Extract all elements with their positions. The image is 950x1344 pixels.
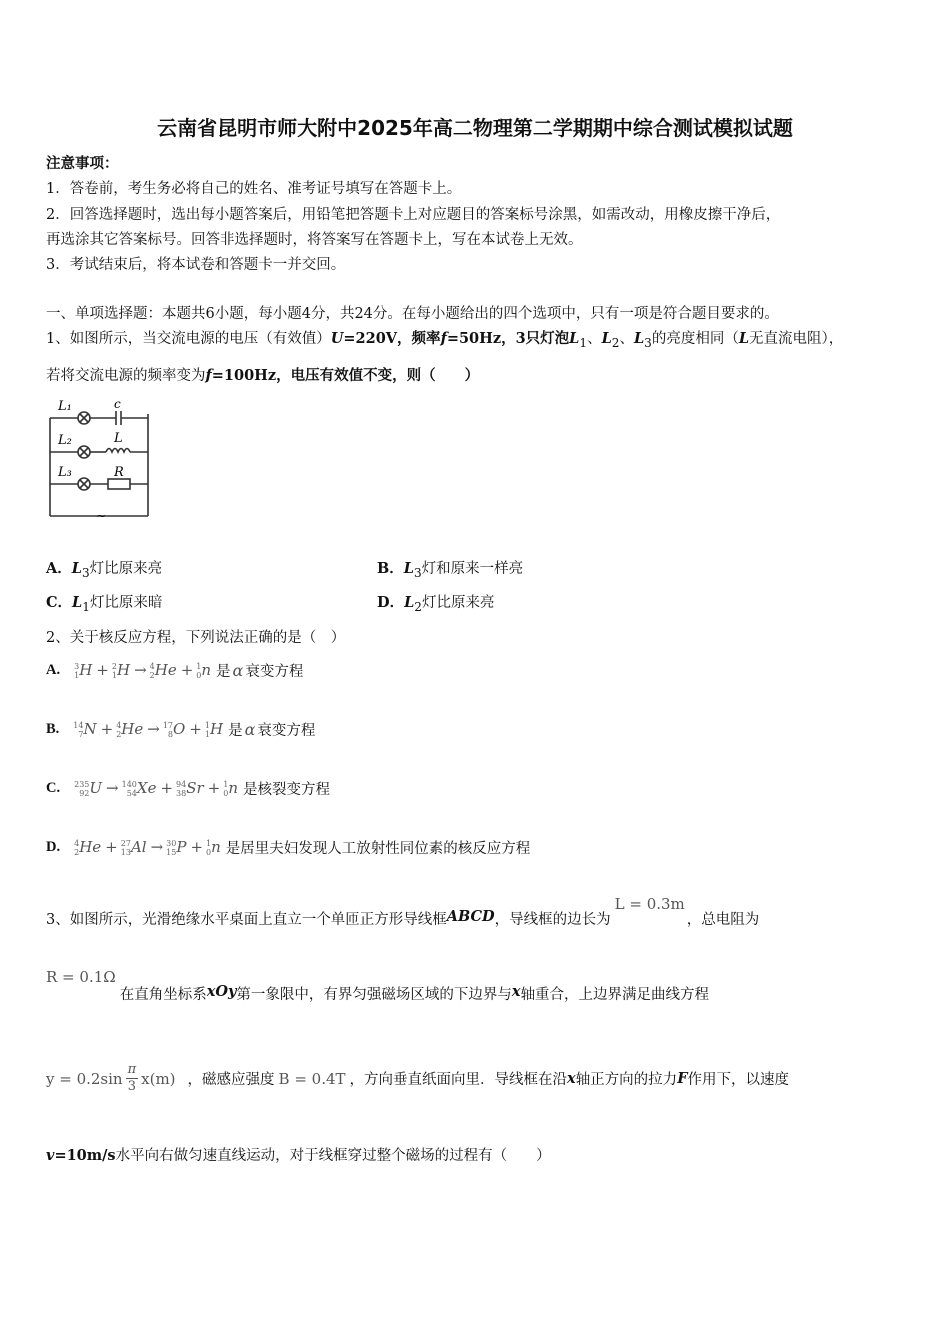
q1-symbol-l: L — [738, 330, 750, 347]
q2-option-c[interactable] — [46, 778, 330, 799]
q3-text: 作用下，以速度 — [687, 1072, 789, 1088]
q3-curve-equation: y = 0.2sin π 3 x(m) — [46, 1062, 176, 1094]
q1-sub: 2 — [611, 335, 620, 350]
q1-stem-line1 — [46, 327, 843, 350]
notice-heading: 注意事项： — [46, 155, 119, 172]
option-symbol: L — [71, 560, 82, 577]
circuit-label-r: R — [114, 465, 124, 480]
option-text: 是居里夫妇发现人工放射性同位素的核反应方程 — [225, 841, 531, 857]
q1-symbol-f: f — [205, 367, 212, 384]
q1-sub: 1 — [579, 335, 588, 350]
option-text: 是 — [216, 664, 231, 680]
q3-symbol-v: v — [46, 1147, 55, 1164]
q3-stem-line4 — [46, 1144, 551, 1165]
option-text: 衰变方程 — [245, 664, 304, 680]
equation-c: 235 92 U → 140 54 Xe + 94 38 Sr + 1 0 n — [74, 779, 239, 798]
option-label: A. — [46, 662, 61, 678]
q2-option-d[interactable] — [46, 837, 530, 858]
q3-symbol-xoy: xOy — [206, 983, 237, 1000]
q1-text: 、 — [619, 331, 634, 347]
equation-a: 3 1 H + 2 1 H → 4 2 He + 1 0 n — [74, 661, 212, 680]
q3-text: 水平向右做匀速直线运动，对于线框穿过整个磁场的过程有（ ） — [115, 1148, 551, 1164]
q1-option-b[interactable] — [377, 557, 523, 580]
option-text: 灯和原来一样亮 — [421, 561, 524, 577]
option-label: A． — [46, 560, 72, 577]
option-text: 灯比原来亮 — [421, 595, 495, 611]
q1-text: 无直流电阻）， — [749, 331, 844, 347]
q3-text: 轴正方向的拉力 — [575, 1072, 678, 1088]
option-label: B. — [46, 721, 60, 737]
q3-field-strength: B = 0.4T — [278, 1069, 346, 1088]
q1-symbol-l: L — [633, 330, 645, 347]
q3-stem-line2 — [46, 968, 709, 1004]
q1-text: =100Hz，电压有效值不变，则（ ） — [211, 367, 480, 384]
q1-option-a[interactable] — [46, 557, 162, 580]
option-symbol: L — [403, 560, 414, 577]
q1-text: 、 — [587, 331, 602, 347]
option-text: 是核裂变方程 — [243, 782, 331, 798]
q3-symbol-x: x — [567, 1070, 576, 1087]
q1-text: 1、如图所示，当交流电源的电压（有效值） — [46, 331, 331, 347]
option-label: D． — [377, 594, 405, 611]
circuit-label-l3: L₃ — [58, 465, 72, 480]
q1-text: =220V，频率 — [343, 330, 441, 347]
q1-text: 若将交流电源的频率变为 — [46, 368, 206, 384]
q3-symbol-x: x — [511, 983, 521, 1000]
page-title: 云南省昆明市师大附中2025年高二物理第二学期期中综合测试模拟试题 — [157, 116, 793, 140]
option-text: 灯比原来暗 — [89, 595, 163, 611]
circuit-ac-source: ~ — [96, 509, 107, 520]
q1-stem-line2 — [46, 364, 479, 385]
circuit-label-l1: L₁ — [58, 399, 72, 414]
alpha-symbol: α — [232, 661, 244, 680]
q1-symbol-f: f — [440, 330, 447, 347]
q1-circuit-diagram — [44, 396, 154, 520]
option-text: 是 — [228, 723, 243, 739]
q3-text: ，总电阻为 — [686, 912, 760, 928]
option-label: C． — [46, 594, 73, 611]
q2-option-b[interactable] — [46, 719, 315, 740]
q3-symbol-f: F — [677, 1070, 688, 1087]
q1-option-d[interactable] — [377, 591, 494, 614]
q1-sub: 3 — [644, 335, 652, 350]
q3-resistance: R = 0.1Ω — [46, 968, 116, 986]
q3-stem-line3 — [46, 1062, 789, 1095]
option-text: 衰变方程 — [257, 723, 316, 739]
option-sub: 2 — [414, 599, 422, 614]
q1-text: =50Hz，3只灯泡 — [446, 330, 570, 347]
notice-item-3: 3．考试结束后，将本试卷和答题卡一并交回。 — [46, 257, 346, 273]
option-text: 灯比原来亮 — [89, 561, 163, 577]
option-sub: 3 — [413, 565, 422, 580]
q1-symbol-u: U — [330, 330, 344, 347]
option-sub: 3 — [81, 565, 90, 580]
circuit-label-inductor: L — [114, 431, 123, 446]
notice-item-1: 1．答卷前，考生务必将自己的姓名、准考证号填写在答题卡上。 — [46, 181, 462, 197]
section-1-heading: 一、单项选择题：本题共6小题，每小题4分，共24分。在每小题给出的四个选项中，只有一项是符合题目要求的。 — [46, 306, 779, 322]
q2-option-a[interactable] — [46, 660, 303, 681]
option-symbol: L — [404, 594, 415, 611]
q3-symbol-abcd: ABCD — [446, 908, 495, 925]
equation-d: 4 2 He + 27 13 Al → 30 15 P + 1 0 n — [74, 838, 221, 857]
q3-text: 轴重合，上边界满足曲线方程 — [520, 987, 710, 1003]
option-symbol: L — [72, 594, 83, 611]
option-label: C. — [46, 780, 61, 796]
option-label: D. — [46, 839, 61, 855]
option-sub: 1 — [82, 599, 90, 614]
circuit-label-l2: L₂ — [58, 433, 72, 448]
q3-text: ，方向垂直纸面向里．导线框在沿 — [349, 1072, 568, 1088]
circuit-label-c: c — [114, 397, 121, 411]
notice-item-2b: 再选涂其它答案标号。回答非选择题时，将答案写在答题卡上，写在本试卷上无效。 — [46, 232, 583, 248]
q3-text: 在直角坐标系 — [119, 987, 207, 1003]
q3-speed: =10m/s — [54, 1147, 116, 1164]
alpha-symbol: α — [244, 720, 256, 739]
q3-text: 3、如图所示，光滑绝缘水平桌面上直立一个单匝正方形导线框 — [46, 912, 447, 928]
equation-b: 14 7 N + 4 2 He → 17 8 O + 1 1 H — [73, 720, 224, 739]
option-label: B． — [377, 560, 404, 577]
q1-option-c[interactable] — [46, 591, 162, 614]
q3-text: ，磁感应强度 — [187, 1072, 275, 1088]
q3-side-length: L = 0.3m — [614, 895, 685, 913]
q1-symbol-l: L — [601, 330, 612, 347]
q2-stem: 2、关于核反应方程，下列说法正确的是（ ） — [46, 630, 346, 646]
q3-stem-line1 — [46, 895, 759, 929]
q1-symbol-l: L — [569, 330, 580, 347]
q3-text: ，导线框的边长为 — [494, 912, 611, 928]
q3-text: 第一象限中，有界匀强磁场区域的下边界与 — [236, 987, 512, 1003]
q1-text: 的亮度相同（ — [651, 331, 739, 347]
notice-item-2a: 2．回答选择题时，选出每小题答案后，用铅笔把答题卡上对应题目的答案标号涂黑，如需改动，用橡皮擦干净后， — [46, 207, 781, 223]
